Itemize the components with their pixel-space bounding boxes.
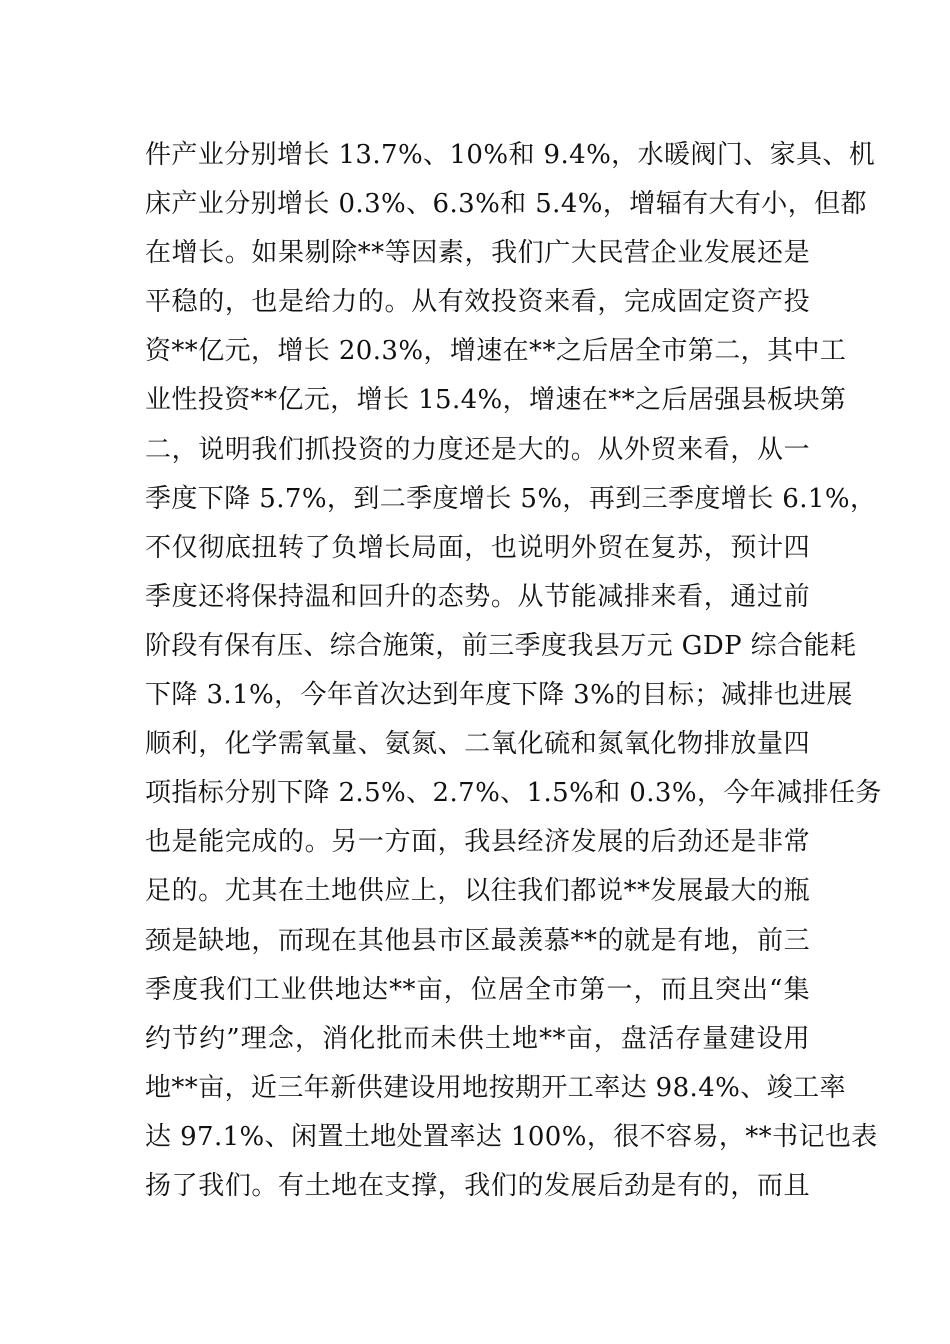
text-line-16: 足的。尤其在土地供应上，以往我们都说**发展最大的瓶 <box>145 876 810 907</box>
text-line-5: 资**亿元，增长 20.3%，增速在**之后居全市第二，其中工 <box>145 336 847 367</box>
text-line-22: 扬了我们。有土地在支撑，我们的发展后劲是有的，而且 <box>145 1170 810 1201</box>
text-line-20: 地**亩，近三年新供建设用地按期开工率达 98.4%、竣工率 <box>145 1072 846 1103</box>
text-line-12: 下降 3.1%，今年首次达到年度下降 3%的目标；减排也进展 <box>145 680 853 711</box>
text-line-7: 二，说明我们抓投资的力度还是大的。从外贸来看，从一 <box>145 434 810 465</box>
text-line-15: 也是能完成的。另一方面，我县经济发展的后劲还是非常 <box>145 827 810 858</box>
text-line-18: 季度我们工业供地达**亩，位居全市第一，而且突出“集 <box>145 974 810 1005</box>
text-line-10: 季度还将保持温和回升的态势。从节能减排来看，通过前 <box>145 581 810 612</box>
text-line-14: 项指标分别下降 2.5%、2.7%、1.5%和 0.3%，今年减排任务 <box>145 778 882 809</box>
text-line-11: 阶段有保有压、综合施策，前三季度我县万元 GDP 综合能耗 <box>145 630 857 661</box>
text-line-17: 颈是缺地，而现在其他县市区最羡慕**的就是有地，前三 <box>145 925 810 956</box>
text-line-3: 在增长。如果剔除**等因素，我们广大民营企业发展还是 <box>145 238 810 269</box>
text-line-2: 床产业分别增长 0.3%、6.3%和 5.4%，增辐有大有小，但都 <box>145 189 867 220</box>
text-line-1: 件产业分别增长 13.7%、10%和 9.4%，水暖阀门、家具、机 <box>145 140 876 170</box>
text-line-4: 平稳的，也是给力的。从有效投资来看，完成固定资产投 <box>145 287 810 318</box>
text-line-8: 季度下降 5.7%，到二季度增长 5%，再到三季度增长 6.1%， <box>145 483 877 514</box>
text-line-21: 达 97.1%、闲置土地处置率达 100%，很不容易，**书记也表 <box>145 1121 878 1152</box>
text-line-13: 顺利，化学需氧量、氨氮、二氧化硫和氮氧化物排放量四 <box>145 729 810 760</box>
text-line-6: 业性投资**亿元，增长 15.4%，增速在**之后居强县板块第 <box>145 385 847 416</box>
text-line-19: 约节约”理念，消化批而未供土地**亩，盘活存量建设用 <box>145 1023 810 1054</box>
text-line-9: 不仅彻底扭转了负增长局面，也说明外贸在复苏，预计四 <box>145 532 810 563</box>
body-text <box>145 131 882 1211</box>
